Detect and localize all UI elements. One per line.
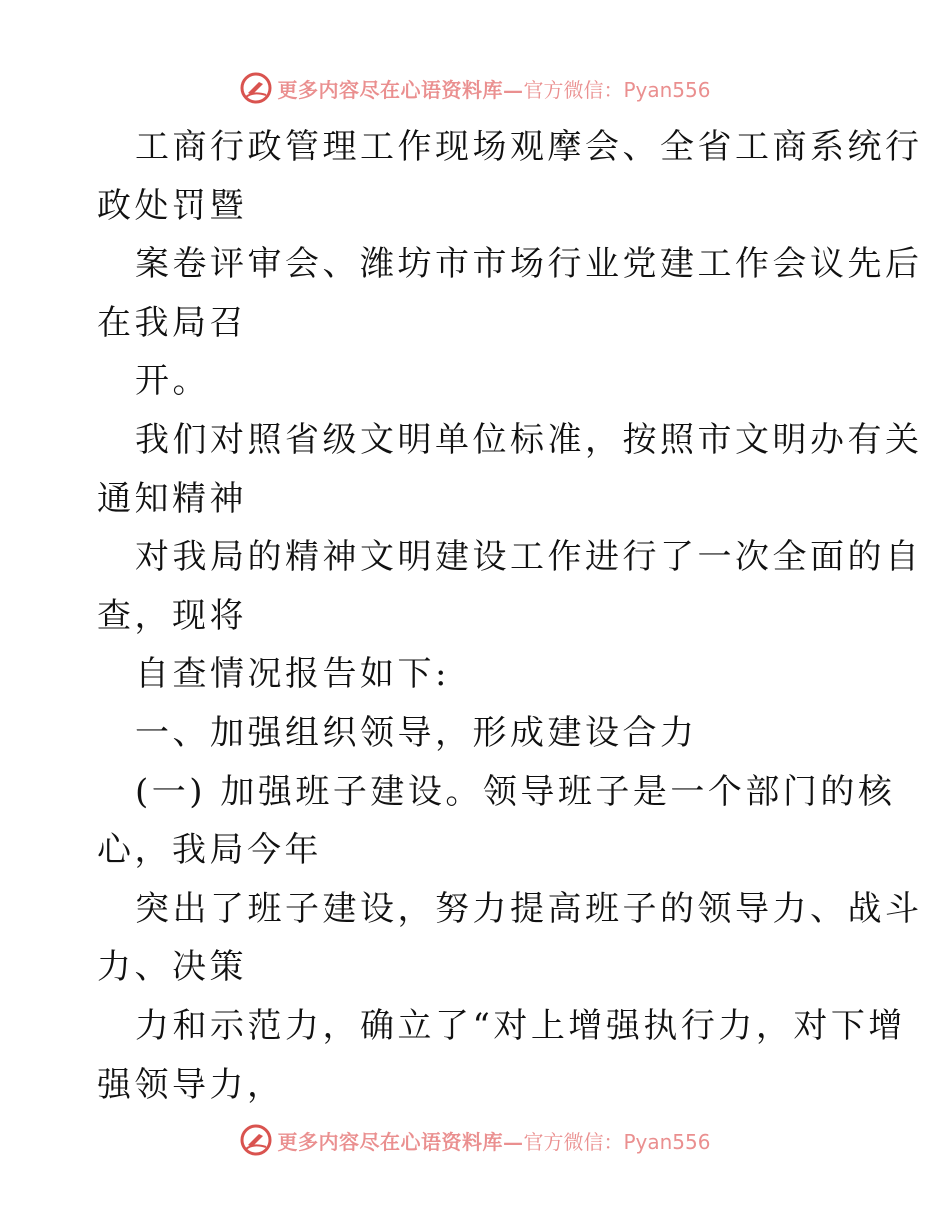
- watermark-wechat: 官方微信：Pyan556: [523, 77, 711, 102]
- text-line: 开。: [135, 361, 210, 402]
- text-line: 在我局召: [97, 302, 247, 343]
- text-line: 查，现将: [97, 595, 247, 636]
- text-line: 政处罚暨: [97, 185, 247, 226]
- text-line: 自查情况报告如下:: [135, 654, 450, 695]
- text-line: (一) 加强班子建设。领导班子是一个部门的核: [135, 771, 896, 812]
- text-line: 对我局的精神文明建设工作进行了一次全面的自: [135, 537, 923, 578]
- watermark-wechat: 官方微信：Pyan556: [523, 1129, 711, 1154]
- quill-book-logo-icon: [239, 71, 273, 105]
- text-line: 我们对照省级文明单位标准，按照市文明办有关: [135, 419, 923, 460]
- text-line: 工商行政管理工作现场观摩会、全省工商系统行: [135, 127, 923, 167]
- text-line: 力和示范力，确立了“对上增强执行力，对下增: [135, 1005, 906, 1046]
- text-line: 通知精神: [97, 478, 247, 519]
- header-watermark: [0, 68, 950, 108]
- text-line: 强领导力，: [97, 1064, 285, 1105]
- text-line: 突出了班子建设，努力提高班子的领导力、战斗: [135, 888, 923, 929]
- watermark-text: 更多内容尽在心语资料库—: [277, 77, 524, 102]
- text-line: 心，我局今年: [97, 830, 322, 871]
- text-line: 一、加强组织领导，形成建设合力: [135, 712, 698, 753]
- quill-book-logo-icon: [239, 1123, 273, 1157]
- document-body: [97, 118, 923, 1114]
- text-line: 案卷评审会、潍坊市市场行业党建工作会议先后: [135, 244, 923, 285]
- footer-watermark: [0, 1120, 950, 1160]
- watermark-text: 更多内容尽在心语资料库—: [277, 1129, 524, 1154]
- text-line: 力、决策: [97, 947, 247, 988]
